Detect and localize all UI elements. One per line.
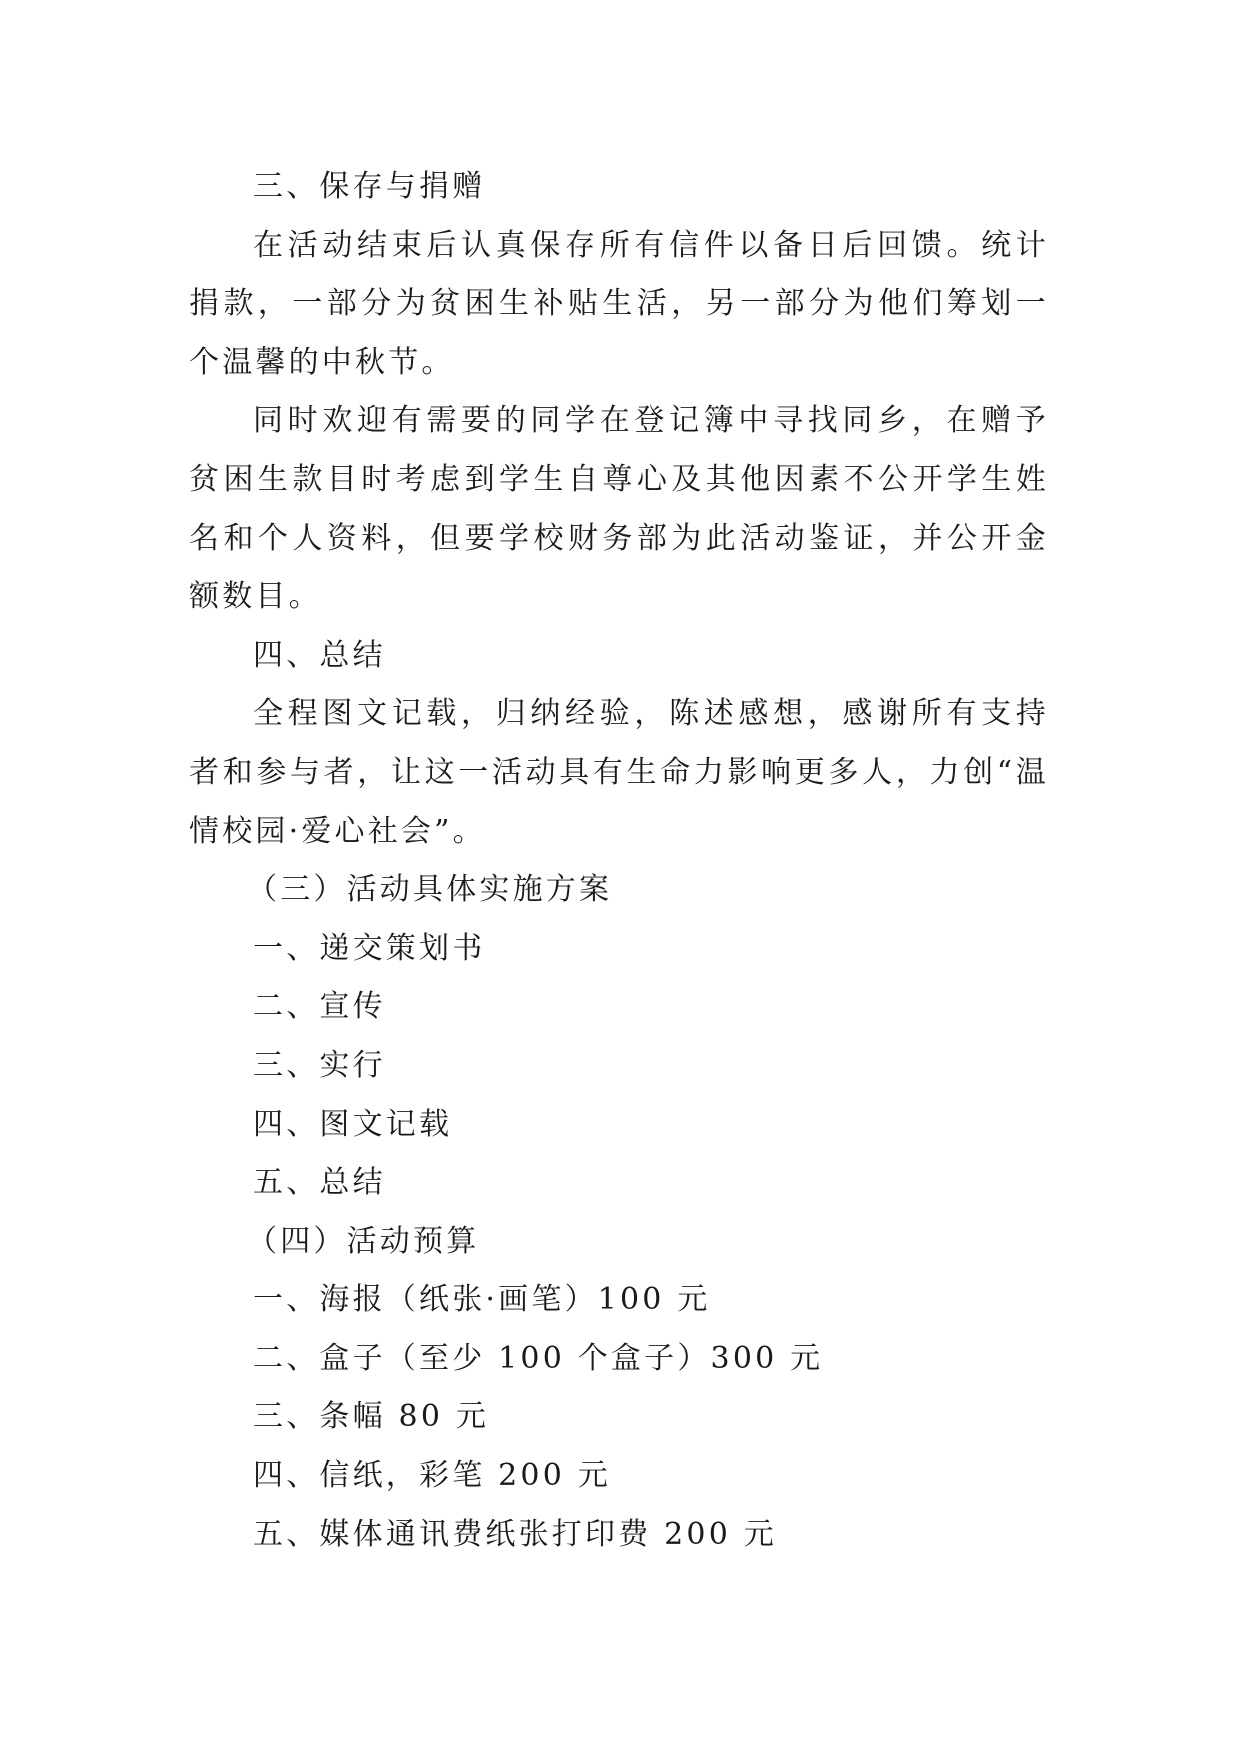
budget-item: 二、盒子（至少 100 个盒子）300 元 bbox=[253, 1340, 824, 1376]
budget-item: 三、条幅 80 元 bbox=[253, 1399, 490, 1435]
section-heading-implementation-plan: （三）活动具体实施方案 bbox=[247, 872, 613, 908]
paragraph-preserve-letters: 在活动结束后认真保存所有信件以备日后回馈。统计捐款，一部分为贫困生补贴生活，另一部分为他们筹划一个温馨的中秋节。 bbox=[189, 227, 1049, 380]
list-item: 四、图文记载 bbox=[253, 1106, 453, 1142]
section-heading-summary: 四、总结 bbox=[253, 637, 386, 673]
document-body bbox=[189, 158, 1049, 1564]
list-item: 三、实行 bbox=[253, 1047, 386, 1083]
list-item: 一、递交策划书 bbox=[253, 930, 486, 966]
list-item: 二、宣传 bbox=[253, 989, 386, 1025]
budget-item: 五、媒体通讯费纸张打印费 200 元 bbox=[253, 1516, 777, 1552]
paragraph-privacy-policy: 同时欢迎有需要的同学在登记簿中寻找同乡，在赠予贫困生款目时考虑到学生自尊心及其他因素不公开学生姓名和个人资料，但要学校财务部为此活动鉴证，并公开金额数目。 bbox=[189, 403, 1049, 615]
list-item: 五、总结 bbox=[253, 1165, 386, 1201]
budget-item: 一、海报（纸张·画笔）100 元 bbox=[253, 1282, 711, 1318]
section-heading-budget: （四）活动预算 bbox=[247, 1223, 480, 1259]
paragraph-summary: 全程图文记载，归纳经验，陈述感想，感谢所有支持者和参与者，让这一活动具有生命力影响更多人，力创“温情校园·爱心社会”。 bbox=[189, 696, 1049, 849]
section-heading-preserve-donate: 三、保存与捐赠 bbox=[253, 169, 486, 204]
budget-item: 四、信纸，彩笔 200 元 bbox=[253, 1458, 611, 1494]
